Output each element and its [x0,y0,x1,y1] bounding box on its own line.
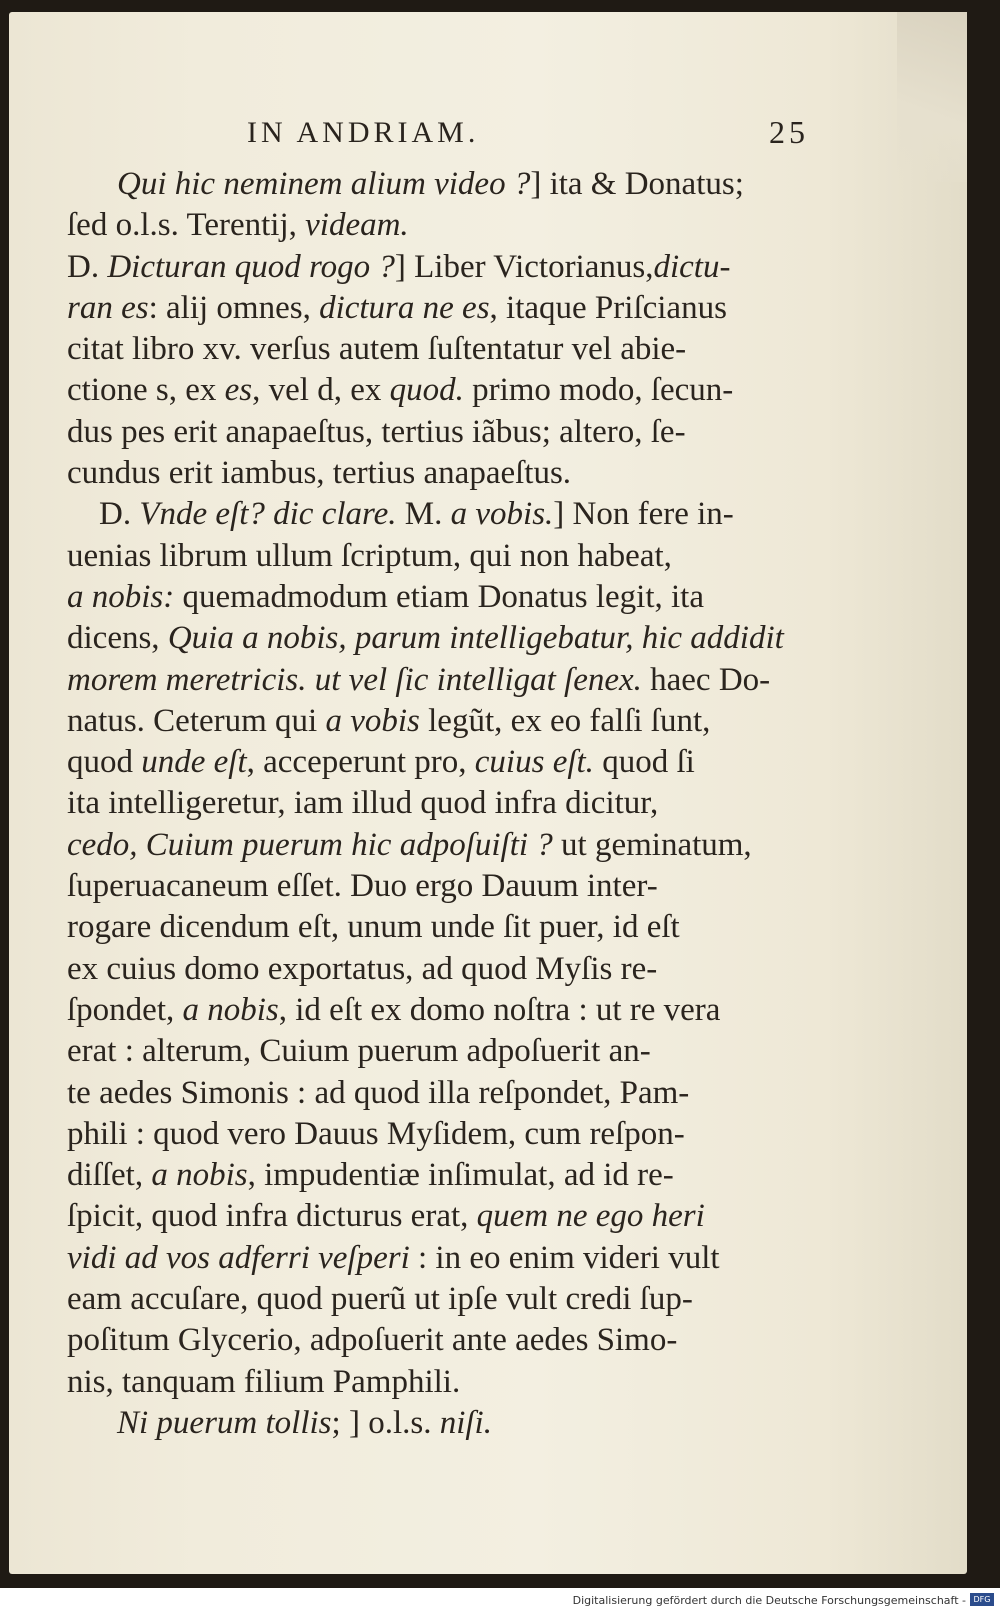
text-line [67,1320,787,1361]
text-line [67,990,787,1031]
roman-text: ſpicit, quod infra dicturus erat, [67,1198,477,1235]
italic-citation: quem ne ego heri [476,1198,705,1235]
funding-credit: Digitalisierung gefördert durch die Deutsche Forschungsgemeinschaft - [572,1594,966,1607]
footer-bar [0,1588,1000,1614]
page-header [67,112,809,164]
roman-text: D. [99,496,140,533]
text-line [67,453,787,494]
text-line [67,247,787,288]
roman-text: rogare dicendum eſt, unum unde ſit puer, id eſt [67,909,680,946]
roman-text: quod ſi [593,744,695,781]
roman-text: ut geminatum, [552,826,752,863]
roman-text: dus pes erit anapaeſtus, tertius iãbus; altero, ſe- [67,413,686,450]
text-line [67,164,787,205]
text-line [67,1362,787,1403]
roman-text: diſſet, [67,1157,152,1194]
italic-citation: unde eſt [141,744,247,781]
italic-citation: es [224,372,253,409]
italic-citation: quod. [389,372,464,409]
text-line [67,1279,787,1320]
italic-citation: vidi ad vos adferri veſperi [67,1239,410,1276]
roman-text: phili : quod vero Dauus Myſidem, cum reſpon- [67,1115,685,1152]
roman-text: ] Non fere in- [553,496,734,533]
italic-citation: Dicturan quod rogo ? [107,248,395,285]
italic-citation: ran es [67,289,149,326]
roman-text: legũt, ex eo falſi ſunt, [419,702,711,739]
roman-text: M. [396,496,451,533]
roman-text: ] Liber Victorianus, [394,248,654,285]
roman-text: quemadmodum etiam Donatus legit, ita [174,578,704,615]
text-line [67,370,787,411]
roman-text: ſuperuacaneum eſſet. Duo ergo Dauum inter- [67,868,658,905]
text-line [67,907,787,948]
roman-text: te aedes Simonis : ad quod illa reſpondet, Pam- [67,1074,690,1111]
italic-citation: cuius eſt. [474,744,594,781]
roman-text: ſpondet, [67,991,183,1028]
text-line [67,866,787,907]
text-line [67,1114,787,1155]
italic-citation: dictura ne es [319,289,490,326]
text-line [67,742,787,783]
text-line [67,1155,787,1196]
text-line [67,1403,787,1444]
page-number: 25 [769,114,809,150]
roman-text: quod [67,744,142,781]
roman-text: natus. Ceterum qui [67,702,326,739]
italic-citation: a vobis [325,702,420,739]
italic-citation: Vnde eſt? dic clare. [139,496,397,533]
text-line [67,536,787,577]
text-line [67,701,787,742]
roman-text: ; ] o.l.s. [331,1404,440,1441]
italic-citation: morem meretricis. ut vel ſic intelligat ſenex. [67,661,642,698]
roman-text: poſitum Glycerio, adpoſuerit ante aedes Simo- [67,1322,678,1359]
roman-text: ctione s, ex [67,372,225,409]
text-line [67,329,787,370]
italic-citation: videam. [305,207,409,244]
roman-text: cundus erit iambus, tertius anapaeſtus. [67,455,572,492]
text-line [67,660,787,701]
italic-citation: a nobis [151,1157,248,1194]
text-line [67,825,787,866]
roman-text: citat libro xv. verſus autem ſuſtentatur vel abie- [67,331,687,368]
text-line [67,1196,787,1237]
dfg-logo: DFG [970,1593,994,1606]
italic-citation: dictu- [653,248,731,285]
roman-text: eam accuſare, quod puerũ ut ipſe vult credi ſup- [67,1281,693,1318]
text-line [67,1073,787,1114]
italic-citation: cedo, Cuium puerum hic adpoſuiſti ? [67,826,553,863]
roman-text: uenias librum ullum ſcriptum, qui non habeat, [67,537,672,574]
italic-citation: Qui hic neminem alium video ? [117,166,531,202]
roman-text: , vel d, ex [252,372,390,409]
roman-text: : in eo enim videri vult [409,1239,720,1276]
roman-text: ſed o.l.s. Terentij, [67,207,306,244]
page-text [67,112,809,1444]
roman-text: , id eſt ex domo noſtra : ut re vera [278,991,721,1028]
text-line [67,783,787,824]
text-line [67,949,787,990]
text-line [67,205,787,246]
roman-text: D. [67,248,108,285]
book-page [9,12,967,1574]
italic-citation: niſi. [439,1404,492,1441]
roman-text: ex cuius domo exportatus, ad quod Myſis re- [67,950,658,987]
roman-text: nis, tanquam filium Pamphili. [67,1363,461,1400]
roman-text: , acceperunt pro, [246,744,475,781]
italic-citation: a vobis. [450,496,554,533]
running-title: IN ANDRIAM. [247,116,480,149]
italic-citation: a nobis: [67,578,175,615]
italic-citation: Ni puerum tollis [117,1404,332,1441]
text-line [67,412,787,453]
roman-text: ] ita & Donatus; [530,166,744,202]
text-line [67,618,787,659]
italic-citation: a nobis [182,991,279,1028]
folded-page-corner [897,12,967,182]
roman-text: dicens, [67,620,168,657]
roman-text: ita intelligeretur, iam illud quod infra dicitur, [67,785,659,822]
roman-text: primo modo, ſecun- [463,372,734,409]
roman-text: erat : alterum, Cuium puerum adpoſuerit an- [67,1033,651,1070]
commentary-body [67,164,787,1444]
text-line [67,577,787,618]
roman-text: : alij omnes, [148,289,320,326]
text-line [67,1238,787,1279]
italic-citation: Quia a nobis, parum intelligebatur, hic addidit [167,620,784,657]
text-line [67,288,787,329]
roman-text: , itaque Priſcianus [489,289,727,326]
text-line [67,1031,787,1072]
roman-text: , impudentiæ inſimulat, ad id re- [247,1157,674,1194]
roman-text: haec Do- [641,661,771,698]
text-line [67,494,787,535]
